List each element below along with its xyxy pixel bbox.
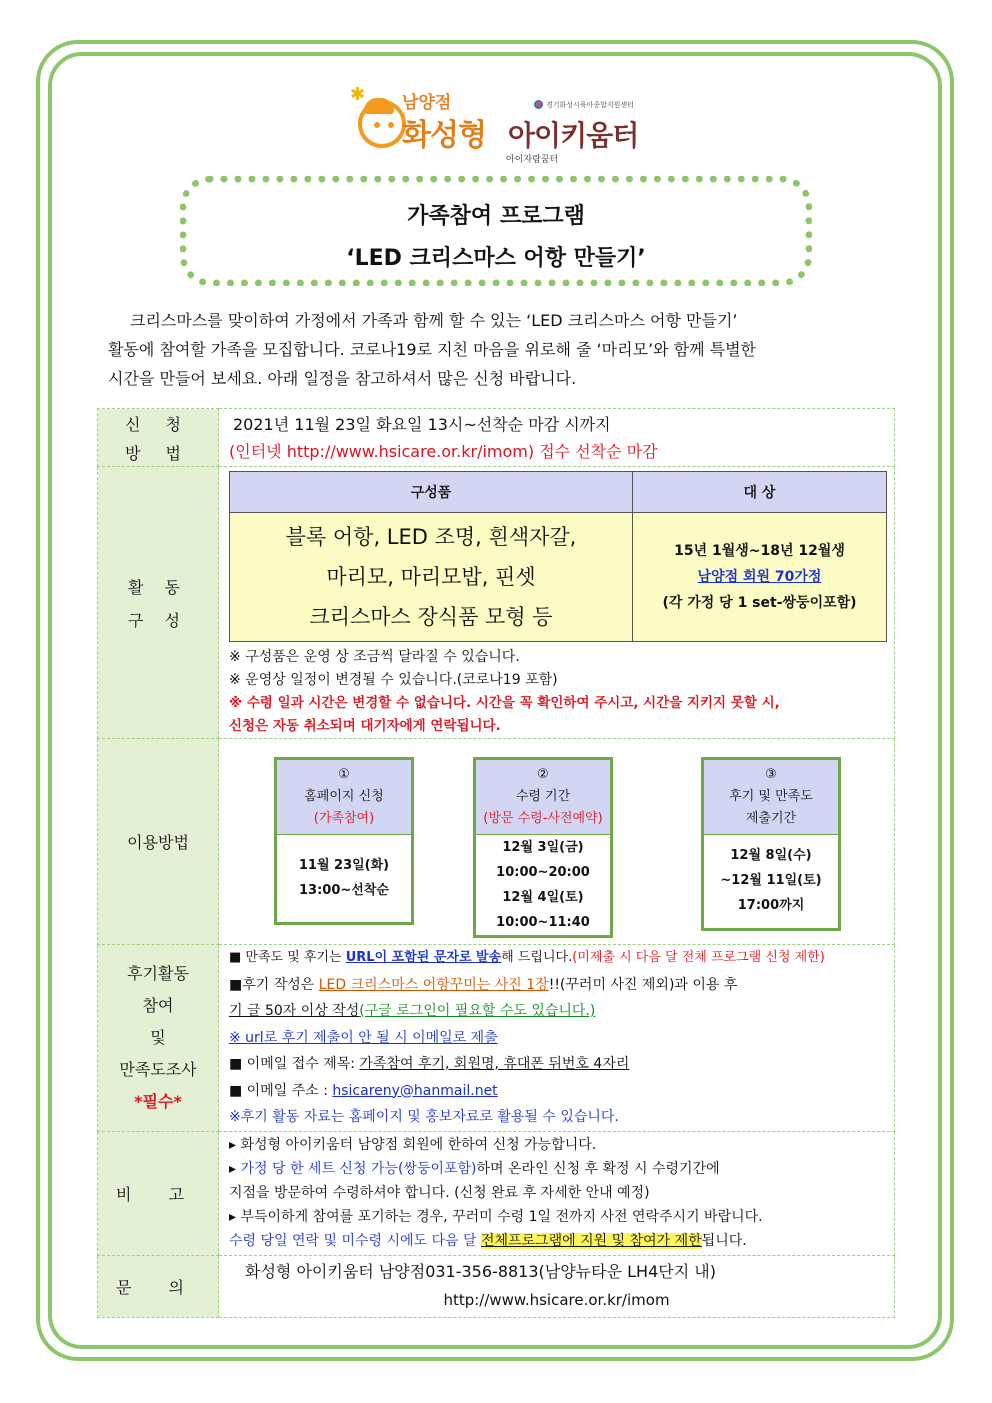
step-title: 후기 및 만족도 — [729, 789, 813, 804]
remarks-label: 비 고 — [98, 1131, 219, 1255]
activity-content — [219, 467, 895, 739]
review-line — [229, 998, 894, 1025]
label-text: 구 성 — [128, 610, 188, 630]
usage-row — [98, 739, 895, 945]
activity-note: ※ 운영상 일정이 변경될 수 있습니다.(코로나19 포함) — [229, 672, 558, 688]
review-text: 해 드립니다. — [501, 950, 573, 965]
review-line — [229, 972, 894, 999]
review-text: !!(꾸러미 사진 제외)과 이용 후 — [548, 976, 738, 993]
contact-content — [219, 1255, 895, 1317]
intro-paragraph — [108, 306, 884, 393]
contact-row — [98, 1255, 895, 1317]
logo-brand-main: 화성형 — [402, 118, 486, 153]
step-subtitle: 제출기간 — [745, 811, 797, 826]
remark-highlight: 가정 당 한 세트 신청 가능(쌍둥이포함) — [240, 1161, 477, 1177]
review-highlight: LED 크리스마스 어항꾸미는 사진 1장 — [318, 976, 549, 993]
label-text: 만족도조사 — [119, 1059, 197, 1079]
review-line — [229, 945, 894, 972]
logo — [350, 84, 660, 174]
review-line — [229, 1078, 894, 1105]
review-note: (구글 로그인이 필요할 수도 있습니다.) — [359, 1003, 596, 1019]
review-text: ■ 이메일 접수 제목: — [229, 1056, 360, 1072]
sponsor-mark-icon — [534, 100, 543, 109]
step-subtitle: (가족참여) — [313, 811, 375, 826]
label-text: 및 — [150, 1027, 166, 1047]
apply-label — [98, 409, 219, 467]
step-time: 17:00까지 — [737, 898, 805, 913]
intro-line: 시간을 만들어 보세요. 아래 일정을 참고하셔서 많은 신청 바랍니다. — [108, 369, 577, 388]
remark-line: 지점을 방문하여 수령하셔야 합니다. (신청 완료 후 자세한 안내 예정) — [229, 1185, 650, 1201]
review-highlight: URL이 포함된 문자로 발송 — [345, 950, 502, 965]
activity-note-warning: ※ 수령 일과 시간은 변경할 수 없습니다. 시간을 꼭 확인하여 주시고, 시간을 지키지 못할 시, — [229, 695, 780, 711]
step-title: 홈페이지 신청 — [304, 789, 384, 804]
apply-line2: (인터넷 http://www.hsicare.or.kr/imom) 접수 선착순 마감 — [229, 441, 658, 461]
contact-url[interactable]: http://www.hsicare.or.kr/imom — [443, 1291, 670, 1309]
remark-line: ▸ 화성형 아이키움터 남양점 회원에 한하여 신청 가능합니다. — [229, 1137, 597, 1153]
activity-row — [98, 467, 895, 739]
review-content — [219, 945, 895, 1132]
step-title: 수령 기간 — [515, 789, 571, 804]
target-line: 15년 1월생~18년 12월생 — [674, 543, 845, 559]
step-card-2 — [473, 757, 613, 938]
apply-content — [219, 409, 895, 467]
target-header: 대 상 — [633, 472, 887, 513]
step-number: ② — [537, 767, 549, 782]
target-line: (각 가정 당 1 set-쌍둥이포함) — [662, 595, 857, 611]
step-date: 11월 23일(화) — [298, 858, 390, 873]
remark-text: 수령 당일 연락 및 미수령 시에도 다음 달 — [229, 1233, 481, 1249]
label-text: 활 동 — [128, 577, 188, 597]
remark-text: 하며 온라인 신청 후 확정 시 수령기간에 — [476, 1161, 720, 1177]
email-subject-format: 가족참여 후기, 회원명, 휴대폰 뒤번호 4자리 — [359, 1056, 630, 1072]
step-card-1 — [274, 757, 414, 925]
required-badge: *필수* — [134, 1091, 182, 1111]
title-line2: ‘LED 크리스마스 어항 만들기’ — [346, 246, 646, 271]
remarks-row — [98, 1131, 895, 1255]
review-line: ※후기 활동 자료는 홈페이지 및 홍보자료로 활용될 수 있습니다. — [229, 1109, 619, 1125]
intro-line: 크리스마스를 맞이하여 가정에서 가족과 함께 할 수 있는 ‘LED 크리스마스 어항 만들기’ — [130, 311, 738, 330]
title-line1: 가족참여 프로그램 — [407, 204, 585, 229]
logo-brand-sub: 아이키움터 — [508, 119, 639, 152]
step-number: ③ — [765, 767, 777, 782]
activity-note: ※ 구성품은 운영 상 조금씩 달라질 수 있습니다. — [229, 649, 520, 665]
star-icon: ✱ — [350, 84, 366, 105]
review-text: ■ 이메일 주소 : — [229, 1082, 333, 1099]
remark-text: 됩니다. — [701, 1233, 747, 1249]
label-text: 후기활동 — [127, 963, 189, 983]
components-header: 구성품 — [230, 472, 633, 513]
usage-content — [219, 739, 895, 945]
components-cell — [230, 513, 633, 642]
child-hair-icon — [364, 98, 394, 114]
review-text: 기 글 50자 이상 작성 — [229, 1003, 360, 1019]
step-time: 13:00~선착순 — [299, 883, 389, 898]
apply-line1: 2021년 11월 23일 화요일 13시~선착순 마감 시까지 — [233, 414, 611, 434]
review-text: ■후기 작성은 — [229, 976, 319, 993]
remark-line: ▸ 부득이하게 참여를 포기하는 경우, 꾸러미 수령 1일 전까지 사전 연락주시기 바랍니다. — [229, 1209, 763, 1225]
remarks-content — [219, 1131, 895, 1255]
step-date: 12월 3일(금) — [502, 840, 584, 855]
target-cell — [633, 513, 887, 642]
remark-highlight: 전체프로그램에 지원 및 참여가 제한 — [481, 1233, 702, 1249]
label-text: 신 청 — [125, 414, 191, 434]
activity-label — [98, 467, 219, 739]
title-box — [180, 176, 812, 286]
remark-line — [229, 1229, 894, 1253]
remark-text: ▸ — [229, 1161, 241, 1177]
components-table — [229, 471, 887, 642]
step-time: 10:00~11:40 — [496, 915, 590, 930]
step-date: 12월 4일(토) — [502, 890, 584, 905]
intro-line: 활동에 참여할 가족을 모집합니다. 코로나19로 지친 마음을 위로해 줄 ‘마리모’와 함께 특별한 — [108, 340, 756, 359]
contact-line: 화성형 아이키움터 남양점031-356-8813(남양뉴타운 LH4단지 내) — [245, 1262, 716, 1281]
review-label — [98, 945, 219, 1132]
components-line: 크리스마스 장식품 모형 등 — [309, 605, 553, 629]
logo-tagline: 아이자람꿈터 — [506, 155, 559, 165]
logo-sponsor: 경기화성시육아종합지원센터 — [546, 101, 634, 109]
review-line — [229, 1051, 894, 1078]
activity-note-warning: 신청은 자동 취소되며 대기자에게 연락됩니다. — [229, 718, 501, 734]
step-date: ~12월 11일(토) — [720, 873, 822, 888]
program-info-table — [97, 408, 895, 1318]
step-date: 12월 8일(수) — [730, 848, 812, 863]
apply-row — [98, 409, 895, 467]
components-line: 블록 어항, LED 조명, 흰색자갈, — [285, 525, 577, 549]
components-line: 마리모, 마리모밥, 핀셋 — [326, 565, 536, 589]
email-link[interactable]: hsicareny@hanmail.net — [332, 1082, 498, 1099]
review-line: ※ url로 후기 제출이 안 될 시 이메일로 제출 — [229, 1029, 498, 1046]
remark-line — [229, 1157, 894, 1181]
target-line: 남양점 회원 70가정 — [697, 569, 822, 585]
review-text: ■ 만족도 및 후기는 — [229, 950, 346, 965]
logo-branch: 남양점 — [402, 93, 452, 113]
usage-label: 이용방법 — [98, 739, 219, 945]
contact-label: 문 의 — [98, 1255, 219, 1317]
review-warning: (미제출 시 다음 달 전체 프로그램 신청 제한) — [572, 950, 825, 965]
eye-icon — [388, 122, 394, 128]
step-subtitle: (방문 수령-사전예약) — [483, 811, 603, 826]
step-card-3 — [701, 757, 841, 931]
review-row — [98, 945, 895, 1132]
eye-icon — [374, 122, 380, 128]
label-text: 방 법 — [125, 443, 191, 463]
step-time: 10:00~20:00 — [496, 865, 590, 880]
step-number: ① — [338, 767, 350, 782]
label-text: 참여 — [142, 995, 174, 1015]
